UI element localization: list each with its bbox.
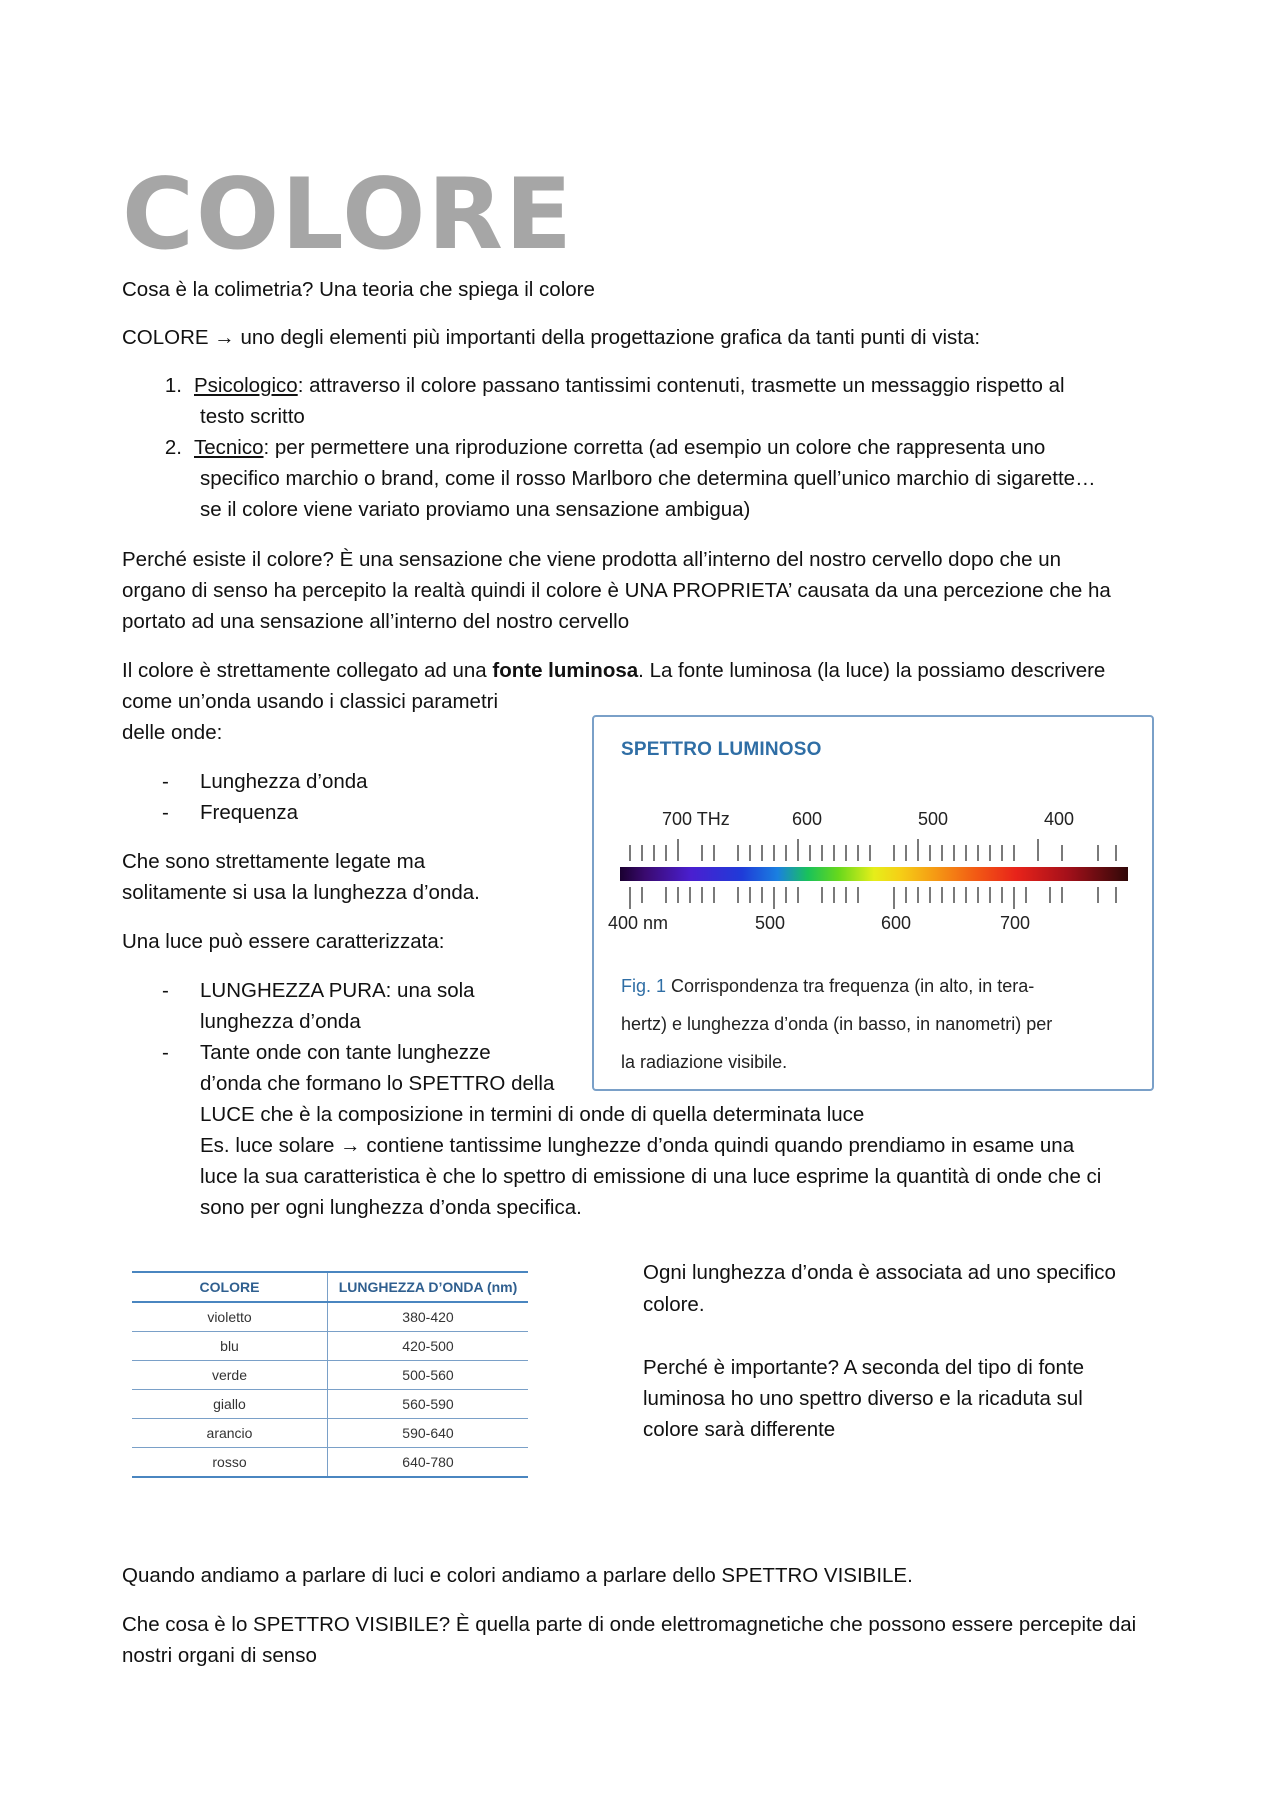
fonte-paragraph: delle onde: — [122, 721, 223, 744]
side-text: luminosa ho uno spettro diverso e la ricaduta sul — [643, 1387, 1083, 1410]
fonte-text: Il colore è strettamente collegato ad una — [122, 659, 493, 682]
perche-paragraph: Perché esiste il colore? È una sensazione che viene prodotta all’interno del nostro cervello dopo che un — [122, 548, 1062, 571]
wavelength-table — [132, 1271, 528, 1478]
table-cell: violetto — [132, 1302, 328, 1332]
list-item-label: Tecnico — [194, 436, 264, 459]
freq-label: 500 — [918, 809, 949, 829]
list-item-continuation: se il colore viene variato proviamo una sensazione ambigua) — [200, 498, 751, 521]
table-cell: 590-640 — [328, 1419, 529, 1448]
table-cell: 640-780 — [328, 1448, 529, 1478]
example-line — [200, 1130, 1074, 1161]
list-item-continuation: specifico marchio o brand, come il rosso Marlboro che determina quell’unico marchio di sigarette… — [200, 467, 1096, 490]
list-item-text: : attraverso il colore passano tantissimi contenuti, trasmette un messaggio rispetto al — [297, 374, 1065, 397]
intro-text: Cosa è la colimetria? Una teoria che spiega il colore — [122, 278, 595, 301]
list-item-continuation: lunghezza d’onda — [200, 1010, 361, 1033]
column-header: COLORE — [132, 1272, 328, 1302]
colore-definition — [122, 322, 980, 353]
visibile-paragraph: Che cosa è lo SPETTRO VISIBILE? È quella parte di onde elettromagnetiche che possono essere percepite dai — [122, 1613, 1137, 1636]
spectrum-figure — [592, 715, 1154, 1091]
table-cell: arancio — [132, 1419, 328, 1448]
table-cell: blu — [132, 1332, 328, 1361]
colore-label: COLORE — [122, 326, 209, 349]
list-item — [122, 1037, 491, 1068]
dash-bullet: - — [162, 801, 169, 824]
caption-text: hertz) e lunghezza d’onda (in basso, in nanometri) per — [621, 1014, 1053, 1034]
legate-paragraph: Che sono strettamente legate ma — [122, 850, 426, 873]
list-item-continuation: sono per ogni lunghezza d’onda specifica. — [200, 1196, 582, 1219]
list-item-continuation: testo scritto — [200, 405, 305, 428]
list-item-continuation: LUCE che è la composizione in termini di onde di quella determinata luce — [200, 1103, 865, 1126]
list-item-text: Lunghezza d’onda — [200, 770, 368, 793]
table-row — [132, 1390, 528, 1419]
list-item-text: : per permettere una riproduzione corretta (ad esempio un colore che rappresenta uno — [263, 436, 1046, 459]
list-item — [152, 432, 1045, 463]
caption-text: Corrispondenza tra frequenza (in alto, in tera- — [671, 976, 1035, 996]
side-text: colore sarà differente — [643, 1418, 836, 1441]
wave-label: 700 — [1000, 913, 1031, 933]
freq-label: 400 — [1044, 809, 1075, 829]
caratterizzata-text: Una luce può essere caratterizzata: — [122, 930, 445, 953]
side-text: Perché è importante? A seconda del tipo di fonte — [643, 1356, 1085, 1379]
arrow-right-icon: → — [214, 326, 235, 349]
freq-label: 700 THz — [662, 809, 730, 829]
example-label: Es. luce solare — [200, 1134, 335, 1157]
table-cell: 380-420 — [328, 1302, 529, 1332]
fonte-bold: fonte luminosa — [492, 659, 639, 682]
figure-caption — [621, 967, 1131, 1081]
colore-definition-text: uno degli elementi più importanti della progettazione grafica da tanti punti di vista: — [240, 326, 981, 349]
list-number: 2. — [164, 436, 182, 459]
table-cell: giallo — [132, 1390, 328, 1419]
fonte-paragraph — [122, 655, 1105, 686]
list-item — [122, 797, 298, 828]
list-item — [122, 975, 475, 1006]
figure-title: SPETTRO LUMINOSO — [621, 739, 822, 760]
table-cell: rosso — [132, 1448, 328, 1478]
legate-paragraph: solitamente si usa la lunghezza d’onda. — [122, 881, 480, 904]
caption-text: la radiazione visibile. — [621, 1052, 788, 1072]
side-text: colore. — [643, 1293, 705, 1316]
list-item-text: Tante onde con tante lunghezze — [200, 1041, 491, 1064]
list-item-text: Frequenza — [200, 801, 299, 824]
freq-label: 600 — [792, 809, 823, 829]
side-text: Ogni lunghezza d’onda è associata ad uno specifico — [643, 1261, 1116, 1284]
page-title: COLORE — [122, 158, 574, 272]
table-row — [132, 1448, 528, 1478]
table-row — [132, 1361, 528, 1390]
list-number: 1. — [164, 374, 182, 397]
table-header-row — [132, 1272, 528, 1302]
figure-label: Fig. 1 — [621, 976, 667, 996]
fonte-text: . La fonte luminosa (la luce) la possiamo descrivere — [638, 659, 1106, 682]
table-cell: 560-590 — [328, 1390, 529, 1419]
table-row — [132, 1419, 528, 1448]
perche-paragraph: organo di senso ha percepito la realtà quindi il colore è UNA PROPRIETA’ causata da una percezione che ha — [122, 579, 1111, 602]
list-item — [122, 766, 368, 797]
perche-paragraph: portato ad una sensazione all’interno del nostro cervello — [122, 610, 630, 633]
list-item — [152, 370, 1065, 401]
list-item-continuation: luce la sua caratteristica è che lo spettro di emissione di una luce esprime la quantità di onde che ci — [200, 1165, 1102, 1188]
visibile-paragraph: nostri organi di senso — [122, 1644, 317, 1667]
column-header: LUNGHEZZA D’ONDA (nm) — [328, 1272, 529, 1302]
list-item-text: LUNGHEZZA PURA: una sola — [200, 979, 475, 1002]
table-cell: 500-560 — [328, 1361, 529, 1390]
dash-bullet: - — [162, 1041, 169, 1064]
dash-bullet: - — [162, 979, 169, 1002]
list-item-label: Psicologico — [194, 374, 298, 397]
table-cell: 420-500 — [328, 1332, 529, 1361]
wave-label: 400 nm — [608, 913, 669, 933]
arrow-right-icon: → — [340, 1134, 361, 1157]
table-row — [132, 1302, 528, 1332]
wave-label: 600 — [881, 913, 912, 933]
dash-bullet: - — [162, 770, 169, 793]
wave-label: 500 — [755, 913, 786, 933]
list-item-continuation: d’onda che formano lo SPETTRO della — [200, 1072, 555, 1095]
fonte-paragraph: come un’onda usando i classici parametri — [122, 690, 499, 713]
table-row — [132, 1332, 528, 1361]
example-text: contiene tantissime lunghezze d’onda quindi quando prendiamo in esame una — [366, 1134, 1075, 1157]
table-cell: verde — [132, 1361, 328, 1390]
visibile-paragraph: Quando andiamo a parlare di luci e colori andiamo a parlare dello SPETTRO VISIBILE. — [122, 1564, 913, 1587]
